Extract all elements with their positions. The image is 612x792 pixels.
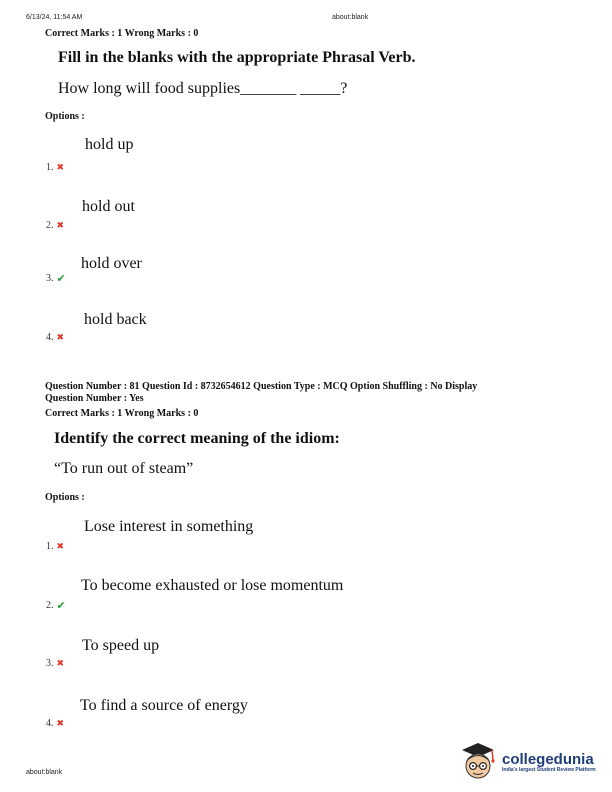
q1-text: How long will food supplies_______ _____? bbox=[58, 80, 348, 97]
option-number: 3. bbox=[46, 658, 54, 669]
cross-icon: ✖ bbox=[56, 658, 65, 669]
q2-option-3-number bbox=[46, 658, 64, 669]
q2-info-line1: Question Number : 81 Question Id : 8732654612 Question Type : MCQ Option Shuffling : No Display bbox=[45, 381, 478, 392]
print-url: about:blank bbox=[332, 14, 369, 21]
cross-icon: ✖ bbox=[56, 332, 65, 343]
q1-option-2-text: hold out bbox=[82, 198, 135, 215]
option-number: 4. bbox=[46, 718, 54, 729]
q2-info-line2: Question Number : Yes bbox=[45, 393, 144, 404]
option-number: 4. bbox=[46, 332, 54, 343]
q2-option-1-number bbox=[46, 541, 64, 552]
cross-icon: ✖ bbox=[56, 162, 65, 173]
option-number: 1. bbox=[46, 541, 54, 552]
option-number: 2. bbox=[46, 220, 54, 231]
q1-option-4-text: hold back bbox=[84, 311, 147, 328]
q2-option-4-text: To find a source of energy bbox=[80, 697, 248, 714]
cross-icon: ✖ bbox=[56, 220, 65, 231]
q1-option-1-text: hold up bbox=[85, 136, 134, 153]
q2-option-1-text: Lose interest in something bbox=[84, 518, 254, 535]
option-number: 2. bbox=[46, 600, 54, 611]
checkmark-icon: ✔ bbox=[56, 272, 66, 285]
q1-option-2-number bbox=[46, 220, 64, 231]
q1-option-3-text: hold over bbox=[81, 255, 142, 272]
q2-option-2-number bbox=[46, 599, 66, 612]
cross-icon: ✖ bbox=[56, 541, 65, 552]
collegedunia-logo bbox=[458, 740, 596, 784]
q2-option-2-text: To become exhausted or lose momentum bbox=[81, 577, 344, 594]
q2-marks: Correct Marks : 1 Wrong Marks : 0 bbox=[45, 408, 199, 419]
q2-title: Identify the correct meaning of the idiom: bbox=[54, 430, 340, 447]
logo-tagline: India's largest Student Review Platform bbox=[502, 766, 596, 773]
q2-option-4-number bbox=[46, 718, 64, 729]
option-number: 1. bbox=[46, 162, 54, 173]
q1-title: Fill in the blanks with the appropriate Phrasal Verb. bbox=[58, 49, 416, 66]
q2-text: “To run out of steam” bbox=[54, 460, 194, 477]
checkmark-icon: ✔ bbox=[56, 599, 66, 612]
q1-options-label: Options : bbox=[45, 111, 85, 122]
q1-option-3-number bbox=[46, 272, 66, 285]
logo-text bbox=[502, 752, 596, 773]
mascot-icon bbox=[458, 740, 498, 784]
logo-name: collegedunia bbox=[502, 750, 594, 768]
q2-option-3-text: To speed up bbox=[82, 637, 160, 654]
q1-option-4-number bbox=[46, 332, 64, 343]
q1-option-1-number bbox=[46, 162, 64, 173]
cross-icon: ✖ bbox=[56, 718, 65, 729]
q1-marks: Correct Marks : 1 Wrong Marks : 0 bbox=[45, 28, 199, 39]
option-number: 3. bbox=[46, 273, 54, 284]
q2-options-label: Options : bbox=[45, 492, 85, 503]
print-datetime: 6/13/24, 11:54 AM bbox=[26, 14, 83, 21]
footer-url: about:blank bbox=[26, 769, 63, 776]
